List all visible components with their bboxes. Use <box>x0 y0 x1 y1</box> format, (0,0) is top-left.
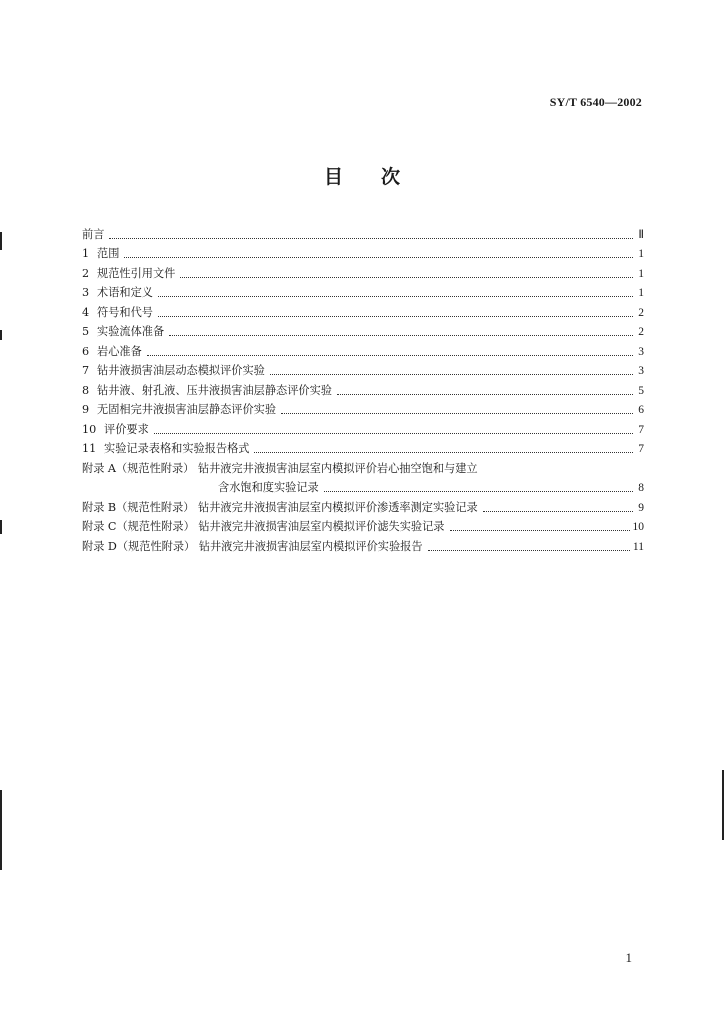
toc-entry-number: 7 <box>82 364 90 377</box>
toc-entry-page: 3 <box>638 365 644 377</box>
toc-entry-label: 附录 B（规范性附录） 钻井液完井液损害油层室内模拟评价渗透率测定实验记录 <box>82 500 478 514</box>
toc-entry-label: 附录 A（规范性附录） 钻井液完井液损害油层室内模拟评价岩心抽空饱和与建立 <box>82 461 478 475</box>
toc-entry-page: 7 <box>638 443 644 455</box>
toc-entry-page: 2 <box>638 326 644 338</box>
scan-edge-mark <box>0 330 2 340</box>
title-char-2: 次 <box>381 166 401 188</box>
toc-entry-label: 附录 D（规范性附录） 钻井液完井液损害油层室内模拟评价实验报告 <box>82 539 423 553</box>
toc-entry-appendix-a-continued[interactable] <box>82 476 644 496</box>
leader-dots <box>169 334 633 336</box>
toc-entry-number: 6 <box>82 344 90 358</box>
leader-dots <box>254 451 633 453</box>
toc-entry[interactable] <box>82 437 644 457</box>
toc-entry-number: 3 <box>82 286 90 299</box>
toc-entry-page: Ⅱ <box>638 228 644 241</box>
toc-entry-label: 前言 <box>82 227 105 241</box>
toc-entry-page: 1 <box>638 248 644 260</box>
leader-dots <box>124 256 633 258</box>
toc-entry-appendix-a[interactable] <box>82 456 644 476</box>
leader-dots <box>154 432 633 434</box>
toc-entry-label: 无固相完井液损害油层静态评价实验 <box>97 403 277 416</box>
scan-edge-mark <box>0 520 2 534</box>
leader-dots <box>180 276 633 278</box>
table-of-contents <box>82 222 644 554</box>
leader-dots <box>324 490 633 492</box>
toc-entry-number: 8 <box>82 383 90 397</box>
toc-entry-page: 9 <box>638 501 644 514</box>
toc-entry-label: 含水饱和度实验记录 <box>218 481 319 494</box>
toc-entry-page: 1 <box>638 267 644 280</box>
toc-entry-label: 钻井液损害油层动态模拟评价实验 <box>97 364 265 377</box>
toc-entry-appendix-b[interactable] <box>82 495 644 515</box>
toc-entry[interactable] <box>82 222 644 242</box>
page-number: 1 <box>625 950 632 965</box>
toc-entry[interactable] <box>82 281 644 301</box>
toc-entry-page: 8 <box>638 482 644 494</box>
page-title <box>0 162 724 189</box>
standard-code: SY/T 6540—2002 <box>549 95 642 109</box>
toc-entry-number: 5 <box>82 325 90 338</box>
leader-dots <box>109 237 633 239</box>
leader-dots <box>147 354 633 356</box>
toc-entry[interactable] <box>82 261 644 281</box>
toc-entry-page: 5 <box>638 384 644 397</box>
toc-entry[interactable] <box>82 339 644 359</box>
leader-dots <box>483 510 633 512</box>
toc-entry-page: 6 <box>638 404 644 416</box>
toc-entry-page: 11 <box>632 540 644 553</box>
toc-entry-number: 11 <box>82 442 97 455</box>
toc-entry-label: 符号和代号 <box>97 305 153 319</box>
toc-entry[interactable] <box>82 398 644 418</box>
toc-entry-page: 1 <box>638 287 644 299</box>
toc-entry-label: 附录 C（规范性附录） 钻井液完井液损害油层室内模拟评价滤失实验记录 <box>82 520 445 533</box>
toc-entry-label: 实验流体准备 <box>97 325 165 338</box>
leader-dots <box>337 393 633 395</box>
toc-entry-label: 范围 <box>97 247 120 260</box>
toc-entry-label: 钻井液、射孔液、压井液损害油层静态评价实验 <box>97 383 332 397</box>
toc-entry-appendix-c[interactable] <box>82 515 644 535</box>
toc-entry[interactable] <box>82 300 644 320</box>
leader-dots <box>450 529 630 531</box>
toc-entry[interactable] <box>82 242 644 262</box>
leader-dots <box>158 295 633 297</box>
toc-entry-page: 10 <box>632 521 644 533</box>
scan-edge-mark <box>0 232 2 250</box>
toc-entry-label: 岩心准备 <box>97 344 142 358</box>
toc-entry[interactable] <box>82 378 644 398</box>
toc-entry[interactable] <box>82 359 644 379</box>
toc-entry-number: 9 <box>82 403 90 416</box>
toc-entry-label: 评价要求 <box>104 422 149 436</box>
leader-dots <box>158 315 633 317</box>
leader-dots <box>270 373 633 375</box>
title-char-1: 目 <box>323 166 343 188</box>
toc-entry[interactable] <box>82 417 644 437</box>
toc-entry-page: 7 <box>638 423 644 436</box>
toc-entry-page: 3 <box>638 345 644 358</box>
toc-entry-number: 4 <box>82 305 90 319</box>
scan-edge-mark <box>0 790 2 870</box>
toc-entry[interactable] <box>82 320 644 340</box>
toc-entry-appendix-d[interactable] <box>82 534 644 554</box>
toc-entry-label: 实验记录表格和实验报告格式 <box>104 442 250 455</box>
toc-entry-number: 1 <box>82 247 90 260</box>
leader-dots <box>428 549 630 551</box>
toc-entry-number: 2 <box>82 266 90 280</box>
toc-entry-label: 规范性引用文件 <box>97 266 176 280</box>
toc-entry-page: 2 <box>638 306 644 319</box>
toc-entry-label: 术语和定义 <box>97 286 153 299</box>
toc-entry-number: 10 <box>82 422 97 436</box>
leader-dots <box>281 412 633 414</box>
